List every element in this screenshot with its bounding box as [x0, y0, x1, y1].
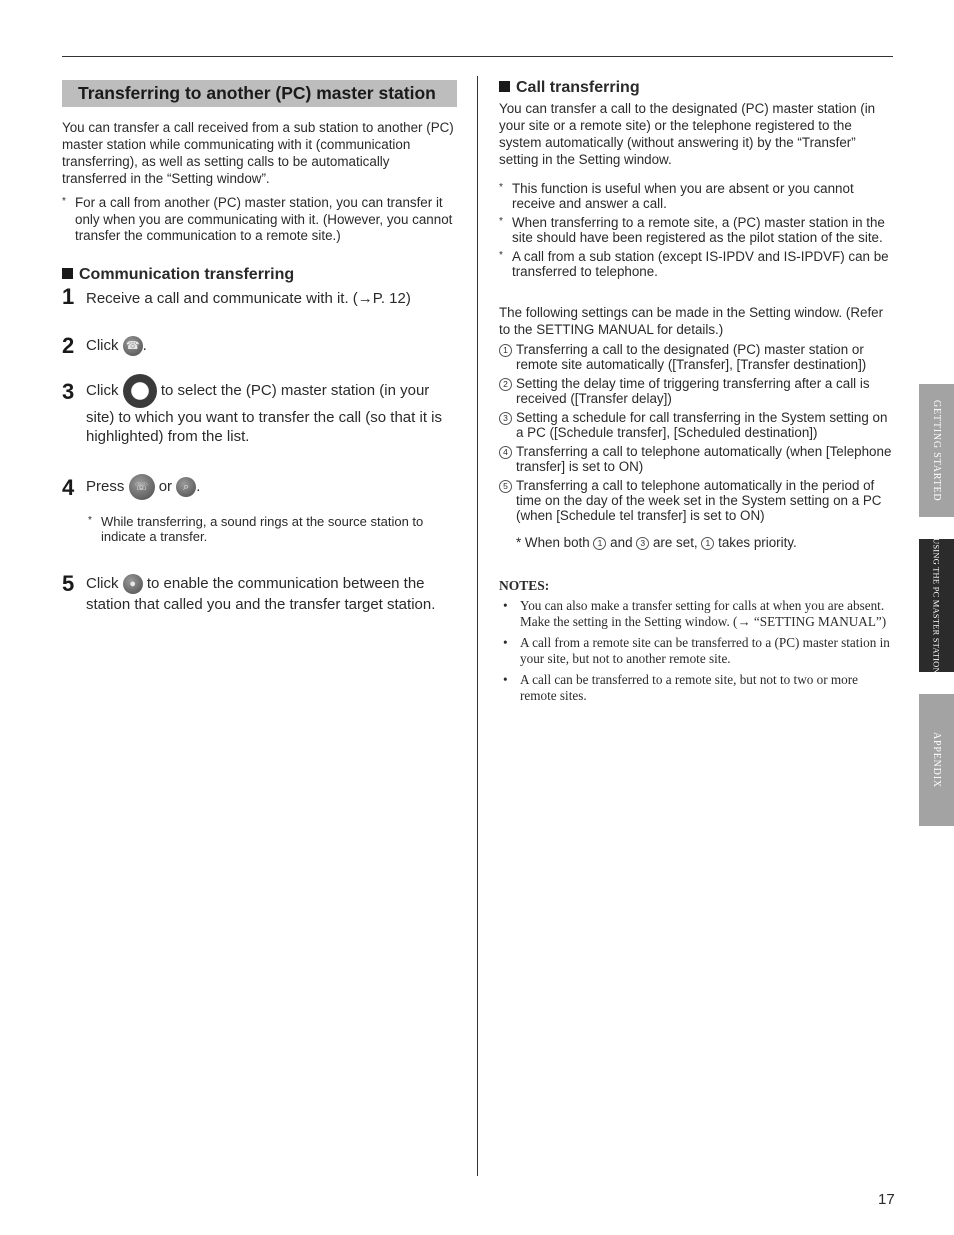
asterisk: * [62, 196, 66, 207]
list-item: 4 Transferring a call to telephone automatically (when [Telephone transfer] is set to ON) [499, 444, 893, 474]
step-text: Receive a call and communicate with it. (→P. 12) [86, 289, 411, 307]
step-text: to select the (PC) master station (in your site) to which you want to transfer the call (so that it is highlighted) from the list. [86, 381, 442, 445]
step-text: . [196, 477, 201, 495]
intro-paragraph: You can transfer a call to the designated (PC) master station (in your site or a remote site) or the telephone registered to the system automatically (without answering it) by the “Transfer” setting in the Setting window. [499, 101, 876, 167]
step-text: . [142, 336, 147, 354]
step-number: 5 [62, 570, 75, 596]
step-text: Click [86, 381, 119, 399]
square-bullet-icon [62, 268, 73, 279]
settings-list [499, 342, 893, 523]
left-column [62, 80, 457, 615]
step-number: 1 [62, 283, 75, 309]
navigation-dial-icon [123, 374, 157, 408]
step-4 [62, 474, 457, 545]
footnote [62, 195, 457, 245]
list-item: 3 Setting a schedule for call transferring in the System setting on a PC ([Schedule transfer], [Scheduled destination]) [499, 410, 893, 440]
list-item: • A call from a remote site can be transferred to a (PC) master station in your site, but not to another remote site. [503, 635, 890, 666]
talk-button-icon: ● [123, 574, 143, 594]
asterisk: * [88, 514, 92, 526]
square-bullet-icon [499, 81, 510, 92]
settings-intro: The following settings can be made in the Setting window. (Refer to the SETTING MANUAL for details.) [499, 305, 884, 337]
list-item: 5 Transferring a call to telephone automatically in the period of time on the day of the week set in the System setting on a PC (when [Schedule tel transfer] is set to ON) [499, 478, 893, 523]
list-item: • A call can be transferred to a remote site, but not to two or more remote sites. [503, 672, 858, 703]
hang-up-button-icon: ☎ [123, 336, 143, 356]
top-rule [62, 56, 893, 57]
step-3 [62, 374, 457, 446]
step-1 [62, 283, 457, 309]
tab-getting-started[interactable] [919, 384, 954, 517]
tab-label: USING THE PC MASTER STATION [931, 537, 942, 674]
note-text: When transferring to a remote site, a (PC) master station in the site should have been registered as the pilot station of the site. [512, 215, 885, 245]
step-text: or [158, 477, 173, 495]
tab-label: GETTING STARTED [931, 399, 942, 502]
step-text: to enable the communication between the station that called you and the transfer target station. [86, 574, 436, 613]
note-text: While transferring, a sound rings at the source station to indicate a transfer. [101, 513, 424, 545]
step-text: Click [86, 574, 119, 592]
step-5 [62, 570, 457, 615]
subhead-label: Communication transferring [79, 265, 295, 283]
priority-note: * When both 1 and 3 are set, 1 takes priority. [516, 535, 797, 550]
communication-transferring-heading [62, 265, 457, 285]
list-item: • You can also make a transfer setting for calls at when you are absent. Make the setting in the Setting window. (→ “SETTING MANUAL”) [503, 598, 887, 629]
notes-bullets [499, 598, 893, 704]
footnote-text: For a call from another (PC) master station, you can transfer it only when you are communicating with it. (However, you cannot transfer the communication to a remote site.) [75, 195, 453, 243]
call-transferring-heading [499, 78, 893, 98]
step-number: 2 [62, 332, 75, 358]
notes-list [499, 181, 893, 279]
notes-title: NOTES: [499, 578, 550, 593]
list-item: * This function is useful when you are absent or you cannot receive and answer a call. [499, 181, 893, 211]
list-item: 1 Transferring a call to the designated (PC) master station or remote site automatically ([Transfer], [Transfer destination]) [499, 342, 893, 372]
note-text: This function is useful when you are absent or you cannot receive and answer a call. [512, 181, 854, 211]
step-4-note [86, 514, 457, 545]
transfer-button-icon: ☏ [129, 474, 155, 500]
section-title: Transferring to another (PC) master station [62, 80, 457, 107]
step-2 [62, 332, 457, 358]
list-item: 2 Setting the delay time of triggering transferring after a call is received ([Transfer delay]) [499, 376, 893, 406]
tab-label: APPENDIX [931, 732, 942, 788]
step-number: 4 [62, 474, 75, 500]
list-item: * A call from a sub station (except IS-IPDV and IS-IPDVF) can be transferred to telephone. [499, 249, 893, 279]
step-text: Press [86, 477, 125, 495]
list-item: * When transferring to a remote site, a (PC) master station in the site should have been registered as the pilot station of the site. [499, 215, 893, 245]
tab-using-pc-master-station[interactable] [919, 539, 954, 672]
tab-appendix[interactable] [919, 694, 954, 826]
search-button-icon: ⌕ [176, 477, 196, 497]
page-number: 17 [878, 1191, 895, 1208]
subhead-label: Call transferring [516, 79, 640, 96]
step-number: 3 [62, 378, 75, 404]
step-text: Click [86, 336, 119, 354]
column-divider [477, 76, 478, 1176]
note-text: A call from a sub station (except IS-IPDV and IS-IPDVF) can be transferred to telephone. [512, 249, 889, 279]
intro-paragraph: You can transfer a call received from a sub station to another (PC) master station while communicating with it (communication transferring), as well as setting calls to be automatically transferred in the “Setting window”. [62, 120, 454, 186]
right-column [499, 78, 893, 709]
